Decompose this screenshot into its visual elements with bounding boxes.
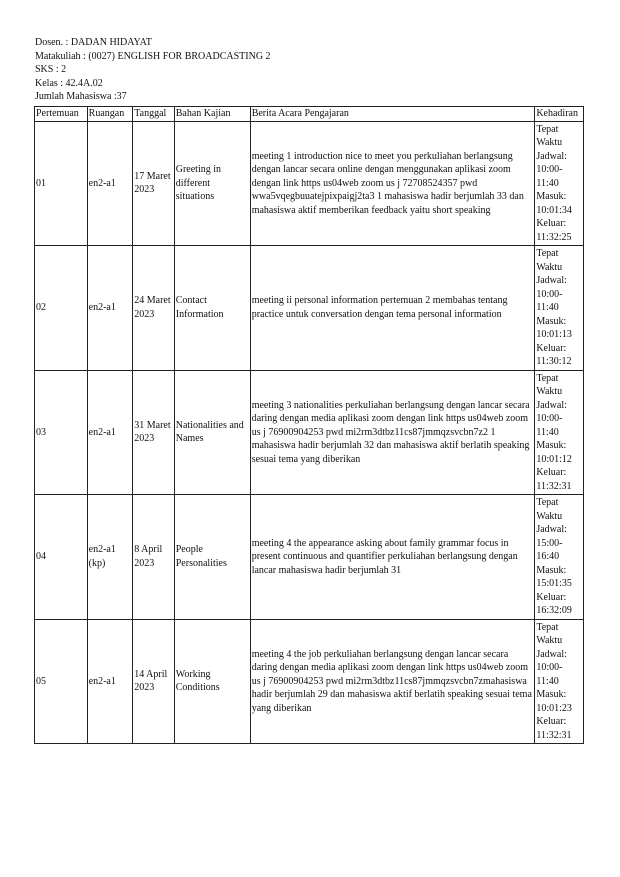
cell-berita-acara: meeting 1 introduction nice to meet you perkuliahan berlangsung dengan lancar secara online dengan menggunakan aplikasi zoom dengan link https us04web zoom us j 72708524357 pwd wwa5vqegbuuatejpixpaigj2ta3 1 mahasiswa hadir berjumlah 33 dan mahasiswa aktif memberikan feedback yaitu short speaking <box>250 121 535 246</box>
cell-tanggal: 14 April 2023 <box>133 619 175 744</box>
matakuliah-line: Matakuliah : (0027) ENGLISH FOR BROADCASTING 2 <box>35 50 271 62</box>
cell-tanggal: 17 Maret 2023 <box>133 121 175 246</box>
document-header <box>35 36 271 104</box>
cell-bahan-kajian: Contact Information <box>174 246 250 371</box>
header-bahan-kajian: Bahan Kajian <box>174 107 250 122</box>
cell-pertemuan: 05 <box>35 619 88 744</box>
cell-bahan-kajian: Greeting in different situations <box>174 121 250 246</box>
cell-kehadiran: Tepat Waktu Jadwal: 15:00-16:40 Masuk: 15:01:35 Keluar: 16:32:09 <box>535 495 584 620</box>
kelas-line: Kelas : 42.4A.02 <box>35 77 103 89</box>
cell-berita-acara: meeting 4 the appearance asking about family grammar focus in present continuous and quantifier perkuliahan berlangsung dengan lancar mahasiswa hadir berjumlah 31 <box>250 495 535 620</box>
cell-kehadiran: Tepat Waktu Jadwal: 10:00-11:40 Masuk: 10:01:23 Keluar: 11:32:31 <box>535 619 584 744</box>
header-kehadiran: Kehadiran <box>535 107 584 122</box>
cell-ruangan: en2-a1 <box>87 370 133 495</box>
cell-berita-acara: meeting 4 the job perkuliahan berlangsung dengan lancar secara daring dengan media aplikasi zoom dengan link https us04web zoom us j 76900904253 pwd mi2rm3dtbz11cs87jmmqzsvcbn7zmahasiswa hadir berjumlah 29 dan mahasiswa aktif berlatih speaking sesuai tema yang diberikan <box>250 619 535 744</box>
table-header-row <box>35 107 584 122</box>
table-row <box>35 619 584 744</box>
dosen-line: Dosen. : DADAN HIDAYAT <box>35 37 152 48</box>
table-row <box>35 246 584 371</box>
cell-tanggal: 31 Maret 2023 <box>133 370 175 495</box>
cell-kehadiran: Tepat Waktu Jadwal: 10:00-11:40 Masuk: 10:01:34 Keluar: 11:32:25 <box>535 121 584 246</box>
cell-ruangan: en2-a1 <box>87 121 133 246</box>
table-row <box>35 370 584 495</box>
cell-kehadiran: Tepat Waktu Jadwal: 10:00-11:40 Masuk: 10:01:13 Keluar: 11:30:12 <box>535 246 584 371</box>
cell-pertemuan: 01 <box>35 121 88 246</box>
attendance-table <box>34 106 584 744</box>
cell-ruangan: en2-a1 <box>87 619 133 744</box>
sks-line: SKS : 2 <box>35 64 67 75</box>
header-tanggal: Tanggal <box>133 107 175 122</box>
cell-ruangan: en2-a1 (kp) <box>87 495 133 620</box>
cell-pertemuan: 04 <box>35 495 88 620</box>
cell-bahan-kajian: People Personalities <box>174 495 250 620</box>
cell-pertemuan: 02 <box>35 246 88 371</box>
header-ruangan: Ruangan <box>87 107 133 122</box>
table-row <box>35 495 584 620</box>
cell-berita-acara: meeting 3 nationalities perkuliahan berlangsung dengan lancar secara daring dengan media aplikasi zoom dengan link https us04web zoom us j 76900904253 pwd mi2rm3dtbz11cs87jmmqzsvcbn7z2 1 mahasiswa hadir berjumlah 32 dan mahasiswa aktif berlatih speaking sesuai tema yang diberikan <box>250 370 535 495</box>
table-row <box>35 121 584 246</box>
header-berita-acara: Berita Acara Pengajaran <box>250 107 535 122</box>
cell-kehadiran: Tepat Waktu Jadwal: 10:00-11:40 Masuk: 10:01:12 Keluar: 11:32:31 <box>535 370 584 495</box>
cell-tanggal: 8 April 2023 <box>133 495 175 620</box>
cell-bahan-kajian: Nationalities and Names <box>174 370 250 495</box>
cell-pertemuan: 03 <box>35 370 88 495</box>
header-pertemuan: Pertemuan <box>35 107 88 122</box>
jumlah-mahasiswa-line: Jumlah Mahasiswa :37 <box>35 91 127 102</box>
cell-bahan-kajian: Working Conditions <box>174 619 250 744</box>
cell-berita-acara: meeting ii personal information pertemuan 2 membahas tentang practice untuk conversation dengan tema personal information <box>250 246 535 371</box>
cell-ruangan: en2-a1 <box>87 246 133 371</box>
cell-tanggal: 24 Maret 2023 <box>133 246 175 371</box>
